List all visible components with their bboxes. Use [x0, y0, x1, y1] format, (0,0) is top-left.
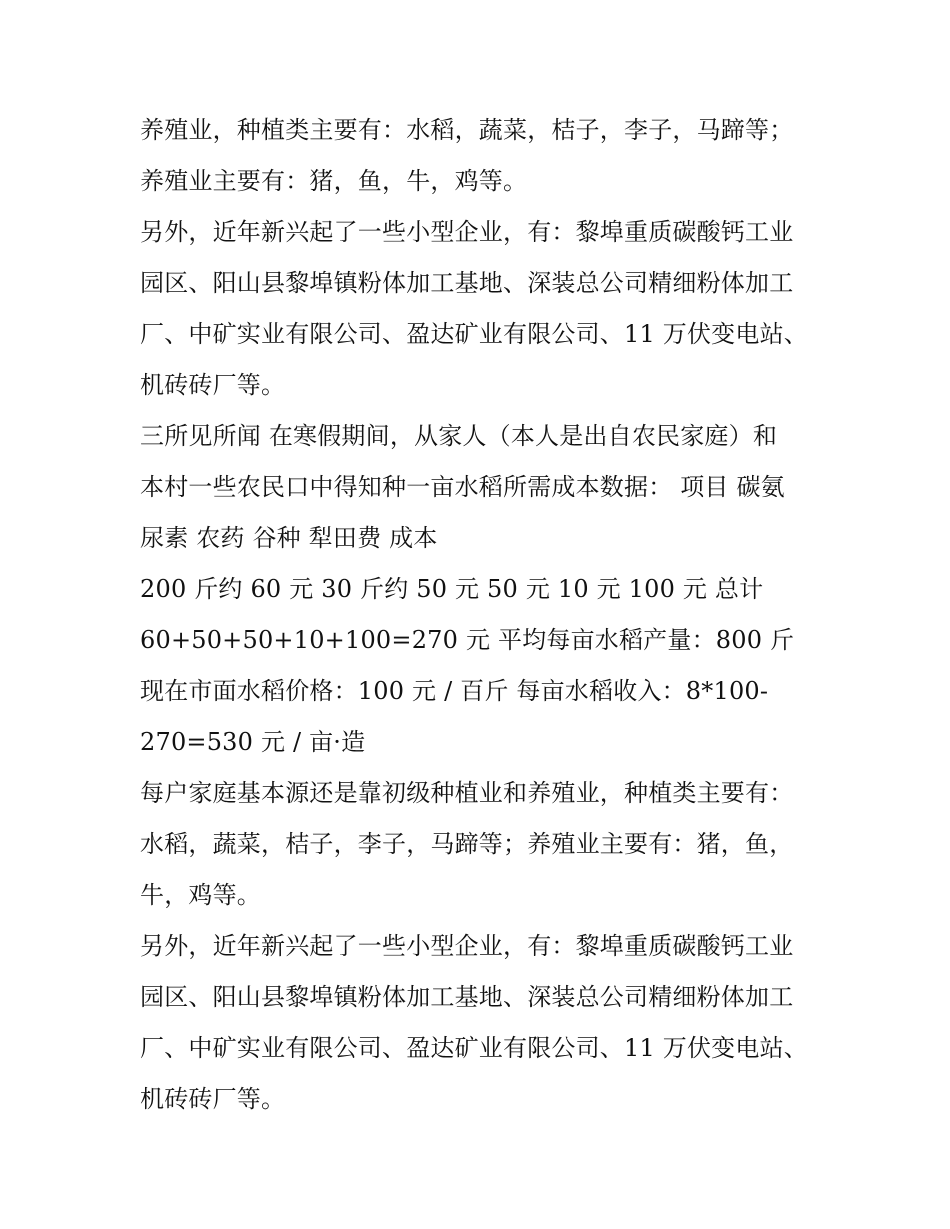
- text-line-10: 200 斤约 60 元 30 斤约 50 元 50 元 10 元 100 元 总计: [140, 575, 764, 603]
- text-line-6: 机砖砖厂等。: [140, 371, 286, 399]
- text-line-12: 现在市面水稻价格：100 元 / 百斤 每亩水稻收入：8*100-: [140, 677, 769, 705]
- text-line-4: 园区、阳山县黎埠镇粉体加工基地、深装总公司精细粉体加工: [140, 269, 794, 297]
- text-line-9: 尿素 农药 谷种 犁田费 成本: [140, 524, 438, 552]
- document-body: [140, 105, 820, 1125]
- text-line-17: 另外，近年新兴起了一些小型企业，有：黎埠重质碳酸钙工业: [140, 932, 794, 960]
- text-line-19: 厂、中矿实业有限公司、盈达矿业有限公司、11 万伏变电站、: [140, 1034, 808, 1062]
- text-line-3: 另外，近年新兴起了一些小型企业，有：黎埠重质碳酸钙工业: [140, 218, 794, 246]
- text-line-5: 厂、中矿实业有限公司、盈达矿业有限公司、11 万伏变电站、: [140, 320, 808, 348]
- text-line-2: 养殖业主要有：猪，鱼，牛，鸡等。: [140, 167, 528, 195]
- text-line-16: 牛，鸡等。: [140, 881, 261, 909]
- text-line-11: 60+50+50+10+100=270 元 平均每亩水稻产量：800 斤: [140, 626, 795, 654]
- text-line-8: 本村一些农民口中得知种一亩水稻所需成本数据： 项目 碳氨: [140, 473, 785, 501]
- text-line-14: 每户家庭基本源还是靠初级种植业和养殖业，种植类主要有：: [140, 779, 794, 807]
- text-line-18: 园区、阳山县黎埠镇粉体加工基地、深装总公司精细粉体加工: [140, 983, 794, 1011]
- text-line-15: 水稻，蔬菜，桔子，李子，马蹄等；养殖业主要有：猪，鱼，: [140, 830, 794, 858]
- text-line-13: 270=530 元 / 亩·造: [140, 728, 366, 756]
- text-line-20: 机砖砖厂等。: [140, 1085, 286, 1113]
- text-line-1: 养殖业，种植类主要有：水稻，蔬菜，桔子，李子，马蹄等；: [140, 116, 794, 144]
- text-line-7: 三所见所闻 在寒假期间，从家人（本人是出自农民家庭）和: [140, 422, 778, 450]
